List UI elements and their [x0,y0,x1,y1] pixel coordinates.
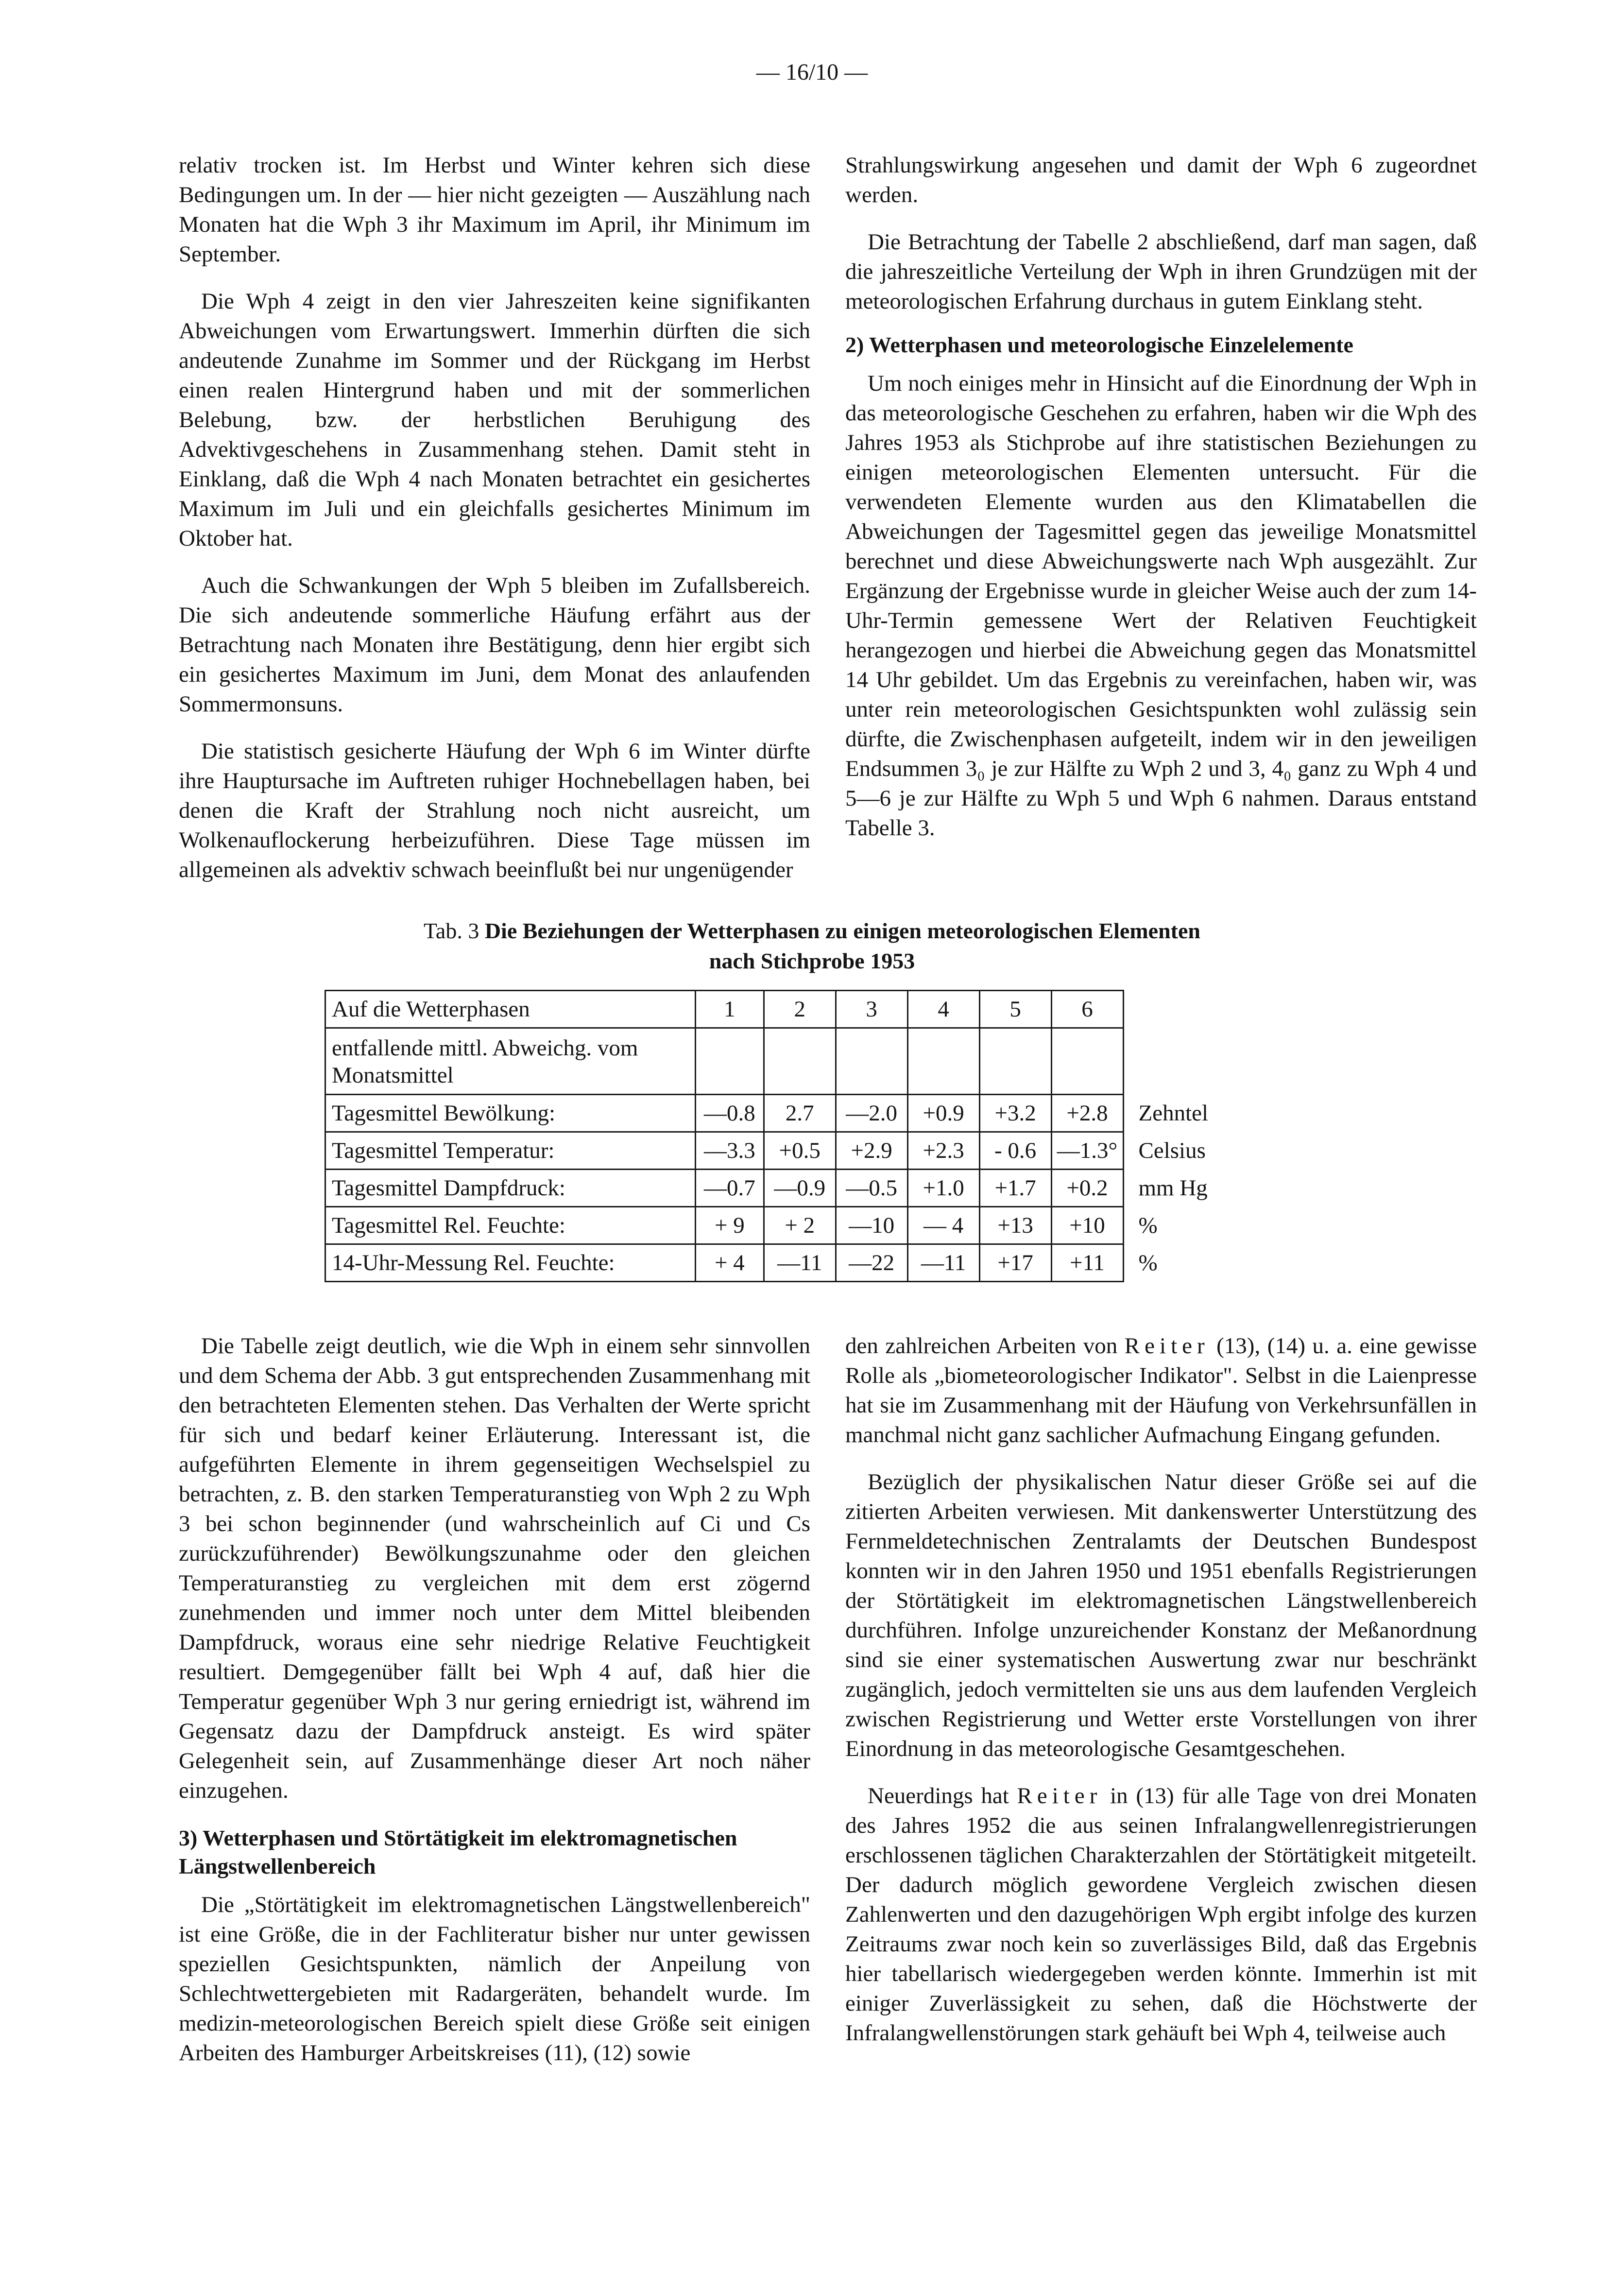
cell: —0.7 [696,1170,764,1207]
paragraph: den zahlreichen Arbeiten von Reiter (13), (14) u. a. eine gewisse Rolle als „biometeorologischer Indikator". Selbst in die Laienpresse hat sie im Zusammenhang mit der Häufung von Verkehrsunfällen in manchmal nicht ganz sachlicher Aufmachung Eingang gefunden. [845,1333,1477,1447]
phase-header: 1 [696,991,764,1028]
cell: — 4 [907,1207,979,1244]
left-column-lower [179,1331,810,2068]
cell: —0.9 [764,1170,836,1207]
unit-label: mm Hg [1138,1175,1208,1201]
right-column-lower [845,1331,1477,2048]
paragraph: Auch die Schwankungen der Wph 5 bleiben im Zufallsbereich. Die sich andeutende sommerliche Häufung erfährt aus der Betrachtung nach Monaten ihre Bestätigung, denn hier ergibt sich ein gesichertes Maximum im Juni, dem Monat des anlaufenden Sommermonsuns. [179,573,810,717]
cell: —3.3 [696,1132,764,1170]
cell: + 2 [764,1207,836,1244]
unit-label: % [1138,1250,1158,1275]
paragraph: Neuerdings hat Reiter in (13) für alle Tage von drei Monaten des Jahres 1952 die aus seinen Infralangwellenregistrierungen erschlossenen täglichen Charakterzahlen der Störtätigkeit mitgeteilt. Der dadurch möglich gewordene Vergleich zwischen diesen Zahlenwerten und den dazugehörigen Wph ergibt infolge des kurzen Zeitraums zwar noch kein so zuverlässiges Bild, daß das Ergebnis hier tabellarisch wiedergegeben werden könnte. Immerhin ist mit einiger Zuverlässigkeit zu sehen, daß die Höchstwerte der Infralangwellenstörungen stark gehäuft bei Wph 4, teilweise auch [845,1783,1477,2046]
cell: +2.3 [907,1132,979,1170]
table-subheader-row [325,1028,1234,1095]
paragraph: Die „Störtätigkeit im elektromagnetischen Längstwellenbereich" ist eine Größe, die in der Fachliteratur bisher nur unter gewissen speziellen Gesichtspunkten, nämlich der Anpeilung von Schlechtwettergebieten mit Radargeräten, behandelt wurde. Im medizin-meteorologischen Bereich spielt diese Größe seit einigen Arbeiten des Hamburger Arbeitskreises (11), (12) sowie [179,1892,810,2066]
phase-header: 6 [1051,991,1123,1028]
table-row [325,1207,1234,1244]
cell: —22 [836,1244,907,1282]
paragraph: Bezüglich der physikalischen Natur dieser Größe sei auf die zitierten Arbeiten verwiesen. Mit dankenswerter Unterstützung des Fernmeldetechnischen Zentralamts der Deutschen Bundespost konnten wir in den Jahren 1950 und 1951 ebenfalls Registrierungen der Störtätigkeit im elektromagnetischen Längstwellenbereich durchführen. Infolge unzureichender Konstanz der Meßanordnung sind sie einer systematischen Auswertung zwar nur beschränkt zugänglich, jedoch vermittelten sie uns aus dem laufenden Vergleich zwischen Registrierung und Wetter erste Vorstellungen von ihrer Einordnung in das meteorologische Gesamtgeschehen. [845,1469,1477,1761]
paragraph: Um noch einiges mehr in Hinsicht auf die Einordnung der Wph in das meteorologische Geschehen zu erfahren, haben wir die Wph des Jahres 1953 als Stichprobe auf ihre statistischen Beziehungen zu einigen meteorologischen Elementen untersucht. Für die verwendeten Elemente wurden aus den Klimatabellen die Abweichungen der Tagesmittel gegen das jeweilige Monatsmittel berechnet und diese Abweichungswerte nach Wph ausgezählt. Zur Ergänzung der Ergebnisse wurde in gleicher Weise auch der zum 14-Uhr-Termin gemessene Wert der Relativen Feuchtigkeit herangezogen und hierbei die Abweichung gegen das Monatsmittel 14 Uhr gebildet. Um das Ergebnis zu vereinfachen, haben wir, was unter rein meteorologischen Gesichtspunkten wohl zulässig sein dürfte, die Zwischenphasen aufgeteilt, indem wir in den jeweiligen Endsummen 3₀ je zur Hälfte zu Wph 2 und 3, 4₀ ganz zu Wph 4 und 5—6 je zur Hälfte zu Wph 5 und Wph 6 nahmen. Daraus entstand Tabelle 3. [845,371,1477,841]
cell: +3.2 [979,1095,1051,1132]
cell: —0.8 [696,1095,764,1132]
cell: +11 [1051,1244,1123,1282]
table-row [325,1132,1234,1170]
paragraph: Die statistisch gesicherte Häufung der Wph 6 im Winter dürfte ihre Hauptursache im Auftreten ruhiger Hochnebellagen haben, bei denen die Kraft der Strahlung noch nicht ausreicht, um Wolkenauflockerung herbeizuführen. Diese Tage müssen im allgemeinen als advektiv schwach beeinflußt bei nur ungenügender [179,739,810,882]
unit-label: Zehntel [1138,1101,1209,1126]
left-column-upper [179,151,810,885]
cell: +2.9 [836,1132,907,1170]
cell: 2.7 [764,1095,836,1132]
table-row [325,1095,1234,1132]
cell: +17 [979,1244,1051,1282]
paragraph: Die Betrachtung der Tabelle 2 abschließend, darf man sagen, daß die jahreszeitliche Verteilung der Wph in ihren Grundzügen mit der meteorologischen Erfahrung durchaus in gutem Einklang steht. [845,229,1477,314]
cell: —11 [764,1244,836,1282]
row-label: Tagesmittel Rel. Feuchte: [325,1207,696,1244]
row-label: Tagesmittel Bewölkung: [325,1095,696,1132]
right-column-upper [845,151,1477,843]
table-row [325,1244,1234,1282]
unit-label: % [1138,1213,1158,1238]
header-label: Auf die Wetterphasen [325,991,696,1028]
phase-header: 2 [764,991,836,1028]
cell: +0.2 [1051,1170,1123,1207]
table-3 [325,990,1234,1282]
cell: +13 [979,1207,1051,1244]
cell: + 4 [696,1244,764,1282]
cell: +0.9 [907,1095,979,1132]
cell: —11 [907,1244,979,1282]
subheader-label: entfallende mittl. Abweichg. vom Monatsmittel [325,1028,696,1095]
table-caption [0,916,1624,976]
paragraph: Die Tabelle zeigt deutlich, wie die Wph in einem sehr sinnvollen und dem Schema der Abb. 3 gut entsprechenden Zusammenhang mit den betrachteten Elementen stehen. Das Verhalten der Werte spricht für sich und bedarf keiner Erläuterung. Interessant ist, die aufgeführten Elemente in ihrem gegenseitigen Wechselspiel zu betrachten, z. B. den starken Temperaturanstieg von Wph 2 zu Wph 3 bei schon beginnender (und wahrscheinlich auf Ci und Cs zurückzuführender) Bewölkungszunahme oder den gleichen Temperaturanstieg zu vergleichen mit dem erst zögernd zunehmenden und immer noch unter dem Mittel bleibenden Dampfdruck, woraus eine sehr niedrige Relative Feuchtigkeit resultiert. Demgegenüber fällt bei Wph 4 auf, daß hier die Temperatur gegenüber Wph 3 nur gering erniedrigt ist, während im Gegensatz dazu der Dampfdruck ansteigt. Es wird später Gelegenheit sein, auf Zusammenhänge dieser Art noch näher einzugehen. [179,1333,810,1803]
cell: —0.5 [836,1170,907,1207]
section-heading: 2) Wetterphasen und meteorologische Einzelelemente [845,332,1353,357]
unit-cell [1123,991,1234,1028]
cell: —1.3° [1051,1132,1123,1170]
row-label: 14-Uhr-Messung Rel. Feuchte: [325,1244,696,1282]
paragraph: Die Wph 4 zeigt in den vier Jahreszeiten keine signifikanten Abweichungen vom Erwartungswert. Immerhin dürften die sich andeutende Zunahme im Sommer und der Rückgang im Herbst einen realen Hintergrund haben und mit der sommerlichen Belebung, bzw. der herbstlichen Beruhigung des Advektivgeschehens in Zusammenhang stehen. Damit steht in Einklang, daß die Wph 4 nach Monaten betrachtet ein gesichertes Maximum im Juli und ein gleichfalls gesichertes Minimum im Oktober hat. [179,289,810,551]
section-heading: 3) Wetterphasen und Störtätigkeit im elektromagnetischen Längstwellenbereich [179,1825,737,1878]
row-label: Tagesmittel Dampfdruck: [325,1170,696,1207]
table-row [325,1170,1234,1207]
table-title-line2: nach Stichprobe 1953 [709,948,915,973]
cell: —2.0 [836,1095,907,1132]
cell: + 9 [696,1207,764,1244]
table-label: Tab. 3 [424,918,479,943]
paragraph: Strahlungswirkung angesehen und damit der Wph 6 zugeordnet werden. [845,153,1477,207]
cell: - 0.6 [979,1132,1051,1170]
page-number: — 16/10 — [756,59,868,85]
paragraph: relativ trocken ist. Im Herbst und Winter kehren sich diese Bedingungen um. In der — hier nicht gezeigten — Auszählung nach Monaten hat die Wph 3 ihr Maximum im April, ihr Minimum im September. [179,153,810,267]
cell: +1.0 [907,1170,979,1207]
cell: +2.8 [1051,1095,1123,1132]
author-name: Reiter [1017,1783,1102,1808]
unit-label: Celsius [1138,1138,1206,1163]
author-name: Reiter [1124,1333,1210,1359]
cell: —10 [836,1207,907,1244]
cell: +0.5 [764,1132,836,1170]
phase-header: 5 [979,991,1051,1028]
cell: +10 [1051,1207,1123,1244]
table-header-row [325,991,1234,1028]
phase-header: 4 [907,991,979,1028]
cell: +1.7 [979,1170,1051,1207]
phase-header: 3 [836,991,907,1028]
table-title: Die Beziehungen der Wetterphasen zu einigen meteorologischen Elementen [484,918,1200,943]
row-label: Tagesmittel Temperatur: [325,1132,696,1170]
